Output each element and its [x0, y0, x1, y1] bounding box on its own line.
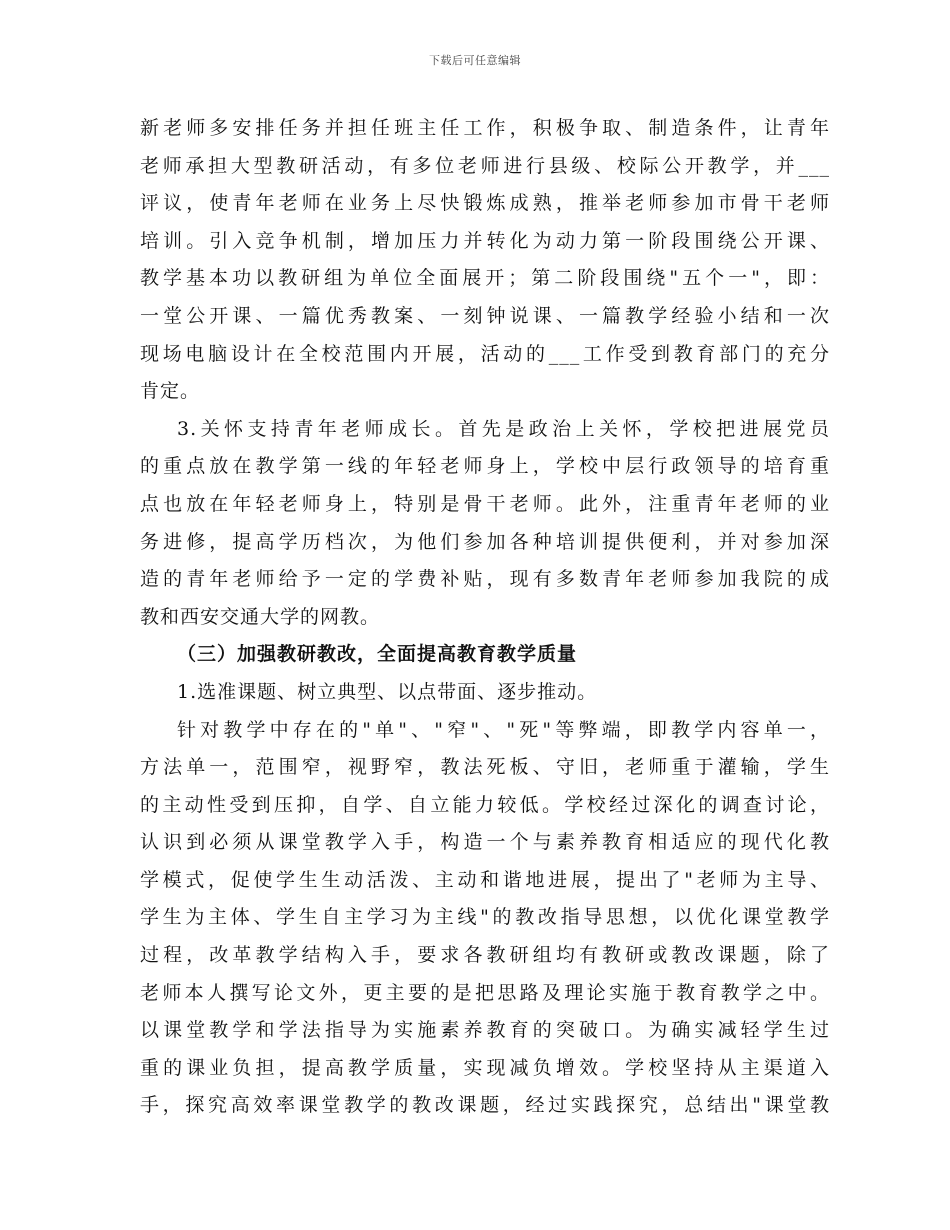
text-line: 老师本人撰写论文外，更主要的是把思路及理论实施于教育教学之中。 [140, 981, 830, 1004]
document-body [140, 110, 830, 1125]
text-line: 教和西安交通大学的网教。 [140, 605, 381, 628]
text-line: 学模式，促使学生生动活泼、主动和谐地进展，提出了"老师为主导、 [140, 868, 830, 891]
section-heading: （三）加强教研教改，全面提高教育教学质量 [177, 643, 578, 666]
text-line: 评议，使青年老师在业务上尽快锻炼成熟，推举老师参加市骨干老师 [140, 192, 830, 215]
text-line: 造的青年老师给予一定的学费补贴，现有多数青年老师参加我院的成 [140, 568, 830, 591]
text-line: 以课堂教学和学法指导为实施素养教育的突破口。为确实减轻学生过 [140, 1019, 830, 1042]
text-line: 的主动性受到压抑，自学、自立能力较低。学校经过深化的调查讨论， [140, 793, 830, 816]
text-line: 学生为主体、学生自主学习为主线"的教改指导思想，以优化课堂教学 [140, 906, 830, 929]
text-line: 新老师多安排任务并担任班主任工作，积极争取、制造条件，让青年 [140, 117, 830, 139]
paragraph-start-line: 针对教学中存在的"单"、"窄"、"死"等弊端，即教学内容单一， [177, 718, 830, 741]
text-line: 重的课业负担，提高教学质量，实现减负增效。学校坚持从主渠道入 [140, 1056, 830, 1079]
text-line: 肯定。 [140, 380, 201, 403]
subsection-heading: 1.选准课题、树立典型、以点带面、逐步推动。 [177, 680, 598, 703]
text-line: 认识到必须从课堂教学入手，构造一个与素养教育相适应的现代化教 [140, 831, 830, 854]
text-line: 方法单一，范围窄，视野窄，教法死板、守旧，老师重于灌输，学生 [140, 756, 830, 779]
text-line: 一堂公开课、一篇优秀教案、一刻钟说课、一篇教学经验小结和一次 [140, 304, 830, 327]
text-line: 教学基本功以教研组为单位全面展开；第二阶段围绕"五个一"，即： [140, 267, 830, 290]
text-line: 过程，改革教学结构入手，要求各教研组均有教研或教改课题，除了 [140, 944, 830, 967]
text-line: 点也放在年轻老师身上，特别是骨干老师。此外，注重青年老师的业 [140, 492, 830, 515]
text-line: 务进修，提高学历档次，为他们参加各种培训提供便利，并对参加深 [140, 530, 830, 553]
paragraph-start-line: 3.关怀支持青年老师成长。首先是政治上关怀，学校把进展党员 [177, 417, 830, 440]
text-line: 手，探究高效率课堂教学的教改课题，经过实践探究，总结出"课堂教 [140, 1094, 830, 1117]
page-header: 下载后可任意编辑 [429, 54, 521, 67]
text-line: 现场电脑设计在全校范围内开展，活动的___工作受到教育部门的充分 [140, 342, 830, 365]
text-line: 的重点放在教学第一线的年轻老师身上，学校中层行政领导的培育重 [140, 455, 830, 478]
text-line: 老师承担大型教研活动，有多位老师进行县级、校际公开教学，并___ [140, 154, 830, 177]
text-line: 培训。引入竞争机制，增加压力并转化为动力第一阶段围绕公开课、 [140, 229, 830, 252]
